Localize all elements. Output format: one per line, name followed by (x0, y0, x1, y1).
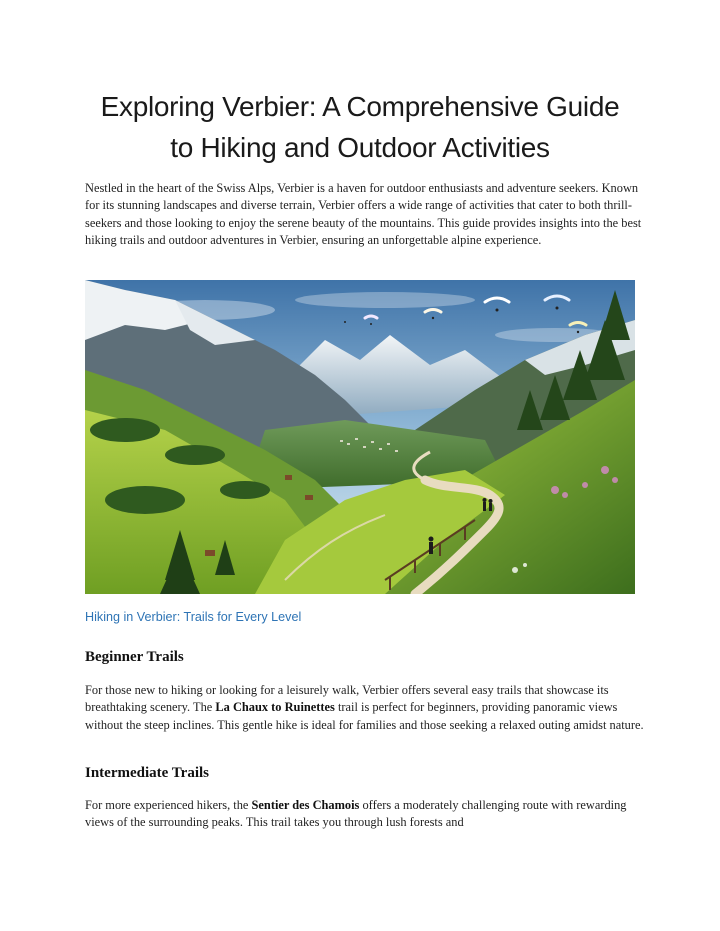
intermediate-trails-heading: Intermediate Trails (85, 765, 210, 781)
document-title (60, 86, 660, 168)
alpine-valley-illustration (85, 280, 635, 594)
beginner-text-after: trail is perfect for beginners, providing panoramic views without the steep inclines. This gentle hike is ideal for families and those seeking a relaxed outing amidst nature. (85, 700, 644, 732)
hero-image (85, 280, 635, 594)
section-heading-hiking: Hiking in Verbier: Trails for Every Level (85, 610, 302, 624)
title-line-2: to Hiking and Outdoor Activities (170, 132, 550, 163)
intermediate-text-before: For more experienced hikers, the (85, 798, 252, 812)
beginner-trails-paragraph (85, 682, 645, 734)
beginner-trails-heading: Beginner Trails (85, 649, 184, 665)
intermediate-text-after: offers a moderately challenging route with rewarding views of the surrounding peaks. This trail takes you through lush forests and (85, 798, 627, 830)
intermediate-trails-paragraph (85, 797, 645, 832)
beginner-trail-name: La Chaux to Ruinettes (215, 700, 335, 715)
beginner-text-before: For those new to hiking or looking for a leisurely walk, Verbier offers several easy trails that showcase its breathtaking scenery. The (85, 683, 609, 715)
intro-paragraph: Nestled in the heart of the Swiss Alps, Verbier is a haven for outdoor enthusiasts and adventure seekers. Known for its stunning landscapes and diverse terrain, Verbier offers a wide range of activities that cater to both thrill-seekers and those looking to enjoy the serene beauty of the mountains. This guide provides insights into the best hiking trails and outdoor adventures in Verbier, ensuring an unforgettable alpine experience. (85, 181, 642, 247)
intermediate-trail-name: Sentier des Chamois (251, 798, 360, 812)
title-line-1: Exploring Verbier: A Comprehensive Guide (100, 91, 620, 122)
